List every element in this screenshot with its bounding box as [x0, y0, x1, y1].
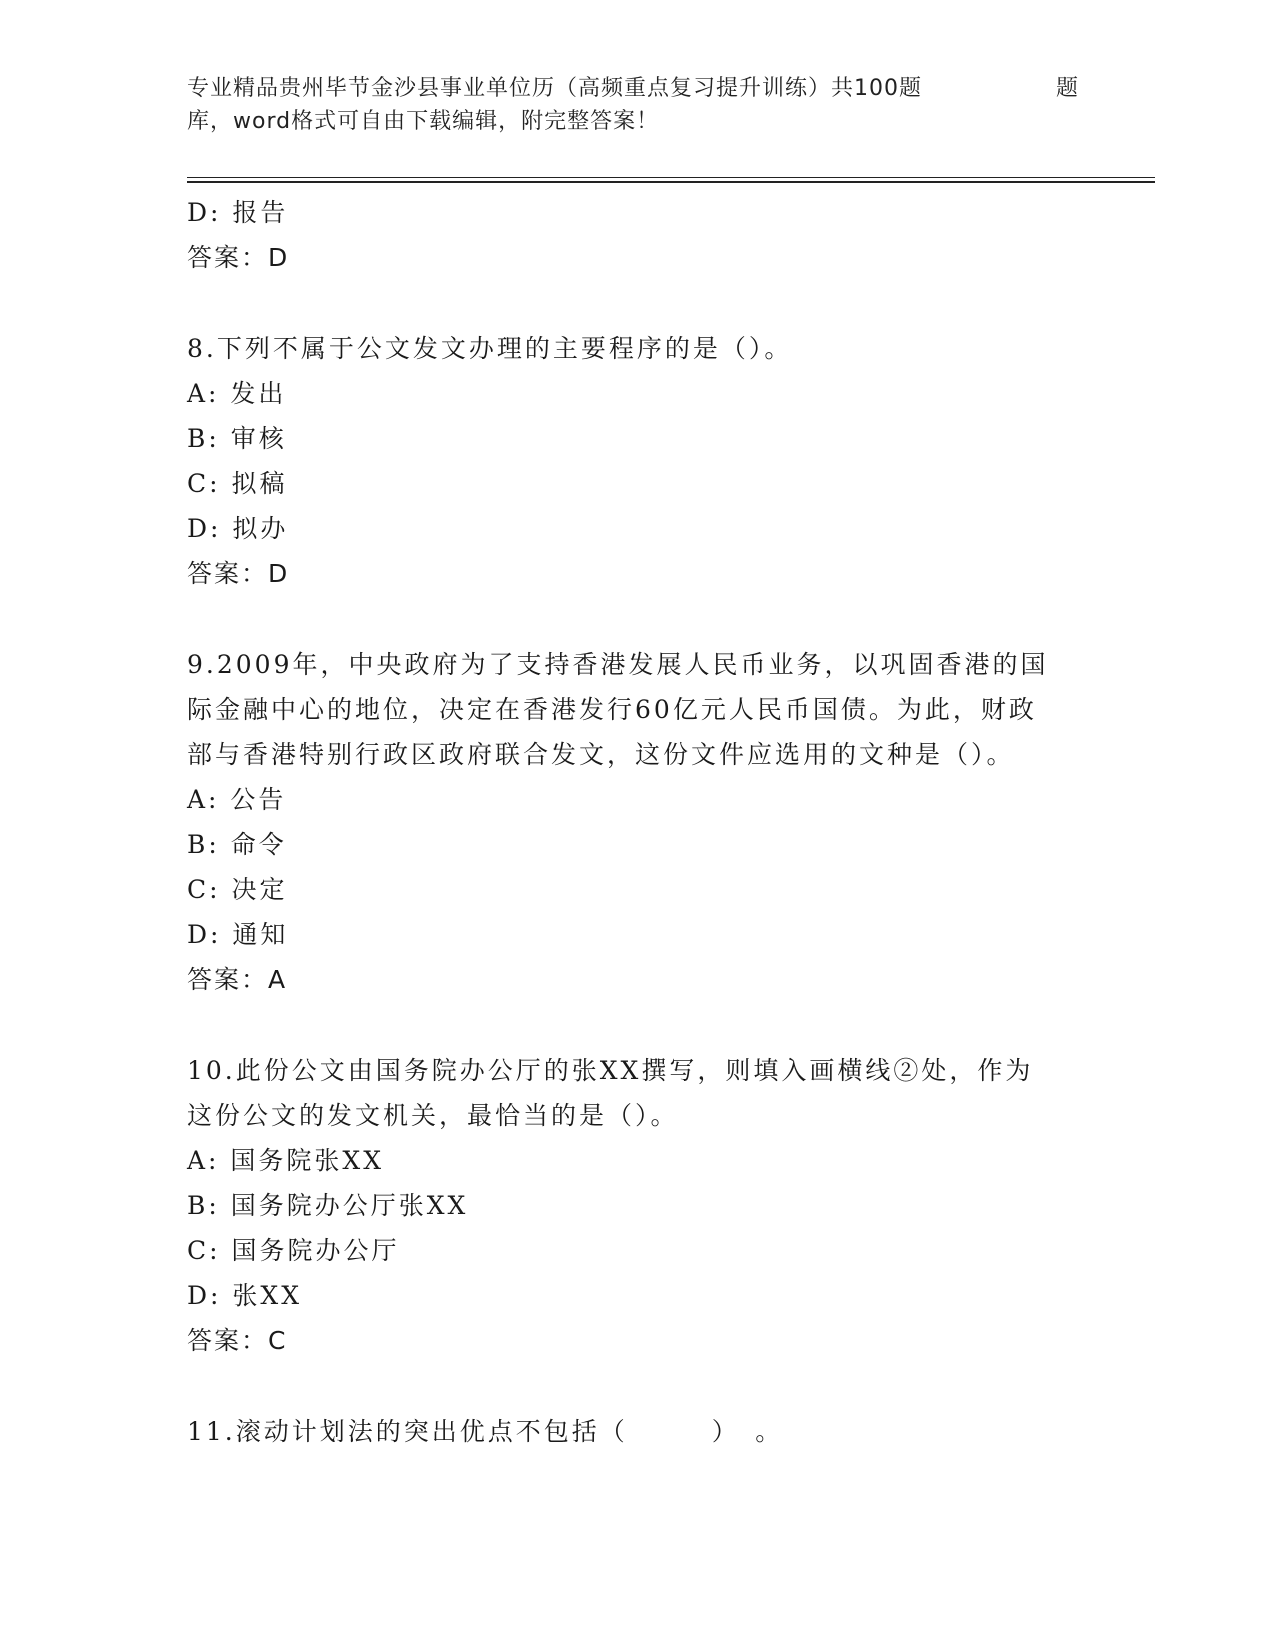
question-stem-line: 部与香港特别行政区政府联合发文，这份文件应选用的文种是（）。 — [187, 740, 1015, 769]
question-8 — [187, 326, 1087, 596]
option-c: C: 决定 — [187, 875, 288, 904]
answer: 答案：A — [187, 965, 288, 994]
option-a: A: 发出 — [187, 379, 287, 408]
header-divider-thin — [187, 177, 1155, 178]
question-stem: 11.滚动计划法的突出优点不包括（ ） 。 — [187, 1417, 784, 1446]
header-line-2: 库，word格式可自由下载编辑，附完整答案！ — [187, 109, 660, 134]
prev-answer: 答案：D — [187, 243, 290, 272]
question-stem-line: 这份公文的发文机关，最恰当的是（）。 — [187, 1101, 679, 1130]
question-stem-line: 10.此份公文由国务院办公厅的张XX撰写，则填入画横线②处，作为 — [187, 1056, 1034, 1085]
prev-option-d: D: 报告 — [187, 198, 289, 227]
spacer — [187, 1002, 1087, 1048]
question-stem: 8.下列不属于公文发文办理的主要程序的是（）。 — [187, 334, 793, 363]
option-b: B: 国务院办公厅张XX — [187, 1191, 469, 1220]
option-b: B: 命令 — [187, 830, 287, 859]
spacer — [187, 596, 1087, 642]
option-a: A: 国务院张XX — [187, 1146, 385, 1175]
question-11 — [187, 1409, 1087, 1454]
question-10 — [187, 1048, 1087, 1363]
answer: 答案：C — [187, 1326, 288, 1355]
question-stem-line: 9.2009年，中央政府为了支持香港发展人民币业务，以巩固香港的国 — [187, 650, 1049, 679]
option-a: A: 公告 — [187, 785, 287, 814]
option-b: B: 审核 — [187, 424, 287, 453]
question-9 — [187, 642, 1087, 1002]
header-title: 专业精品贵州毕节金沙县事业单位历（高频重点复习提升训练）共100题 — [187, 76, 922, 101]
header-line-1 — [187, 72, 1079, 105]
option-d: D: 拟办 — [187, 514, 289, 543]
option-d: D: 通知 — [187, 920, 289, 949]
option-c: C: 国务院办公厅 — [187, 1236, 400, 1265]
spacer — [187, 1363, 1087, 1409]
header-divider-thick — [187, 181, 1155, 183]
document-header — [187, 72, 1087, 138]
question-content — [187, 190, 1087, 1454]
header-title-tail: 题 — [1055, 76, 1079, 101]
question-stem-line: 际金融中心的地位，决定在香港发行60亿元人民币国债。为此，财政 — [187, 695, 1037, 724]
option-d: D: 张XX — [187, 1281, 303, 1310]
option-c: C: 拟稿 — [187, 469, 288, 498]
spacer — [187, 280, 1087, 326]
answer: 答案：D — [187, 559, 290, 588]
